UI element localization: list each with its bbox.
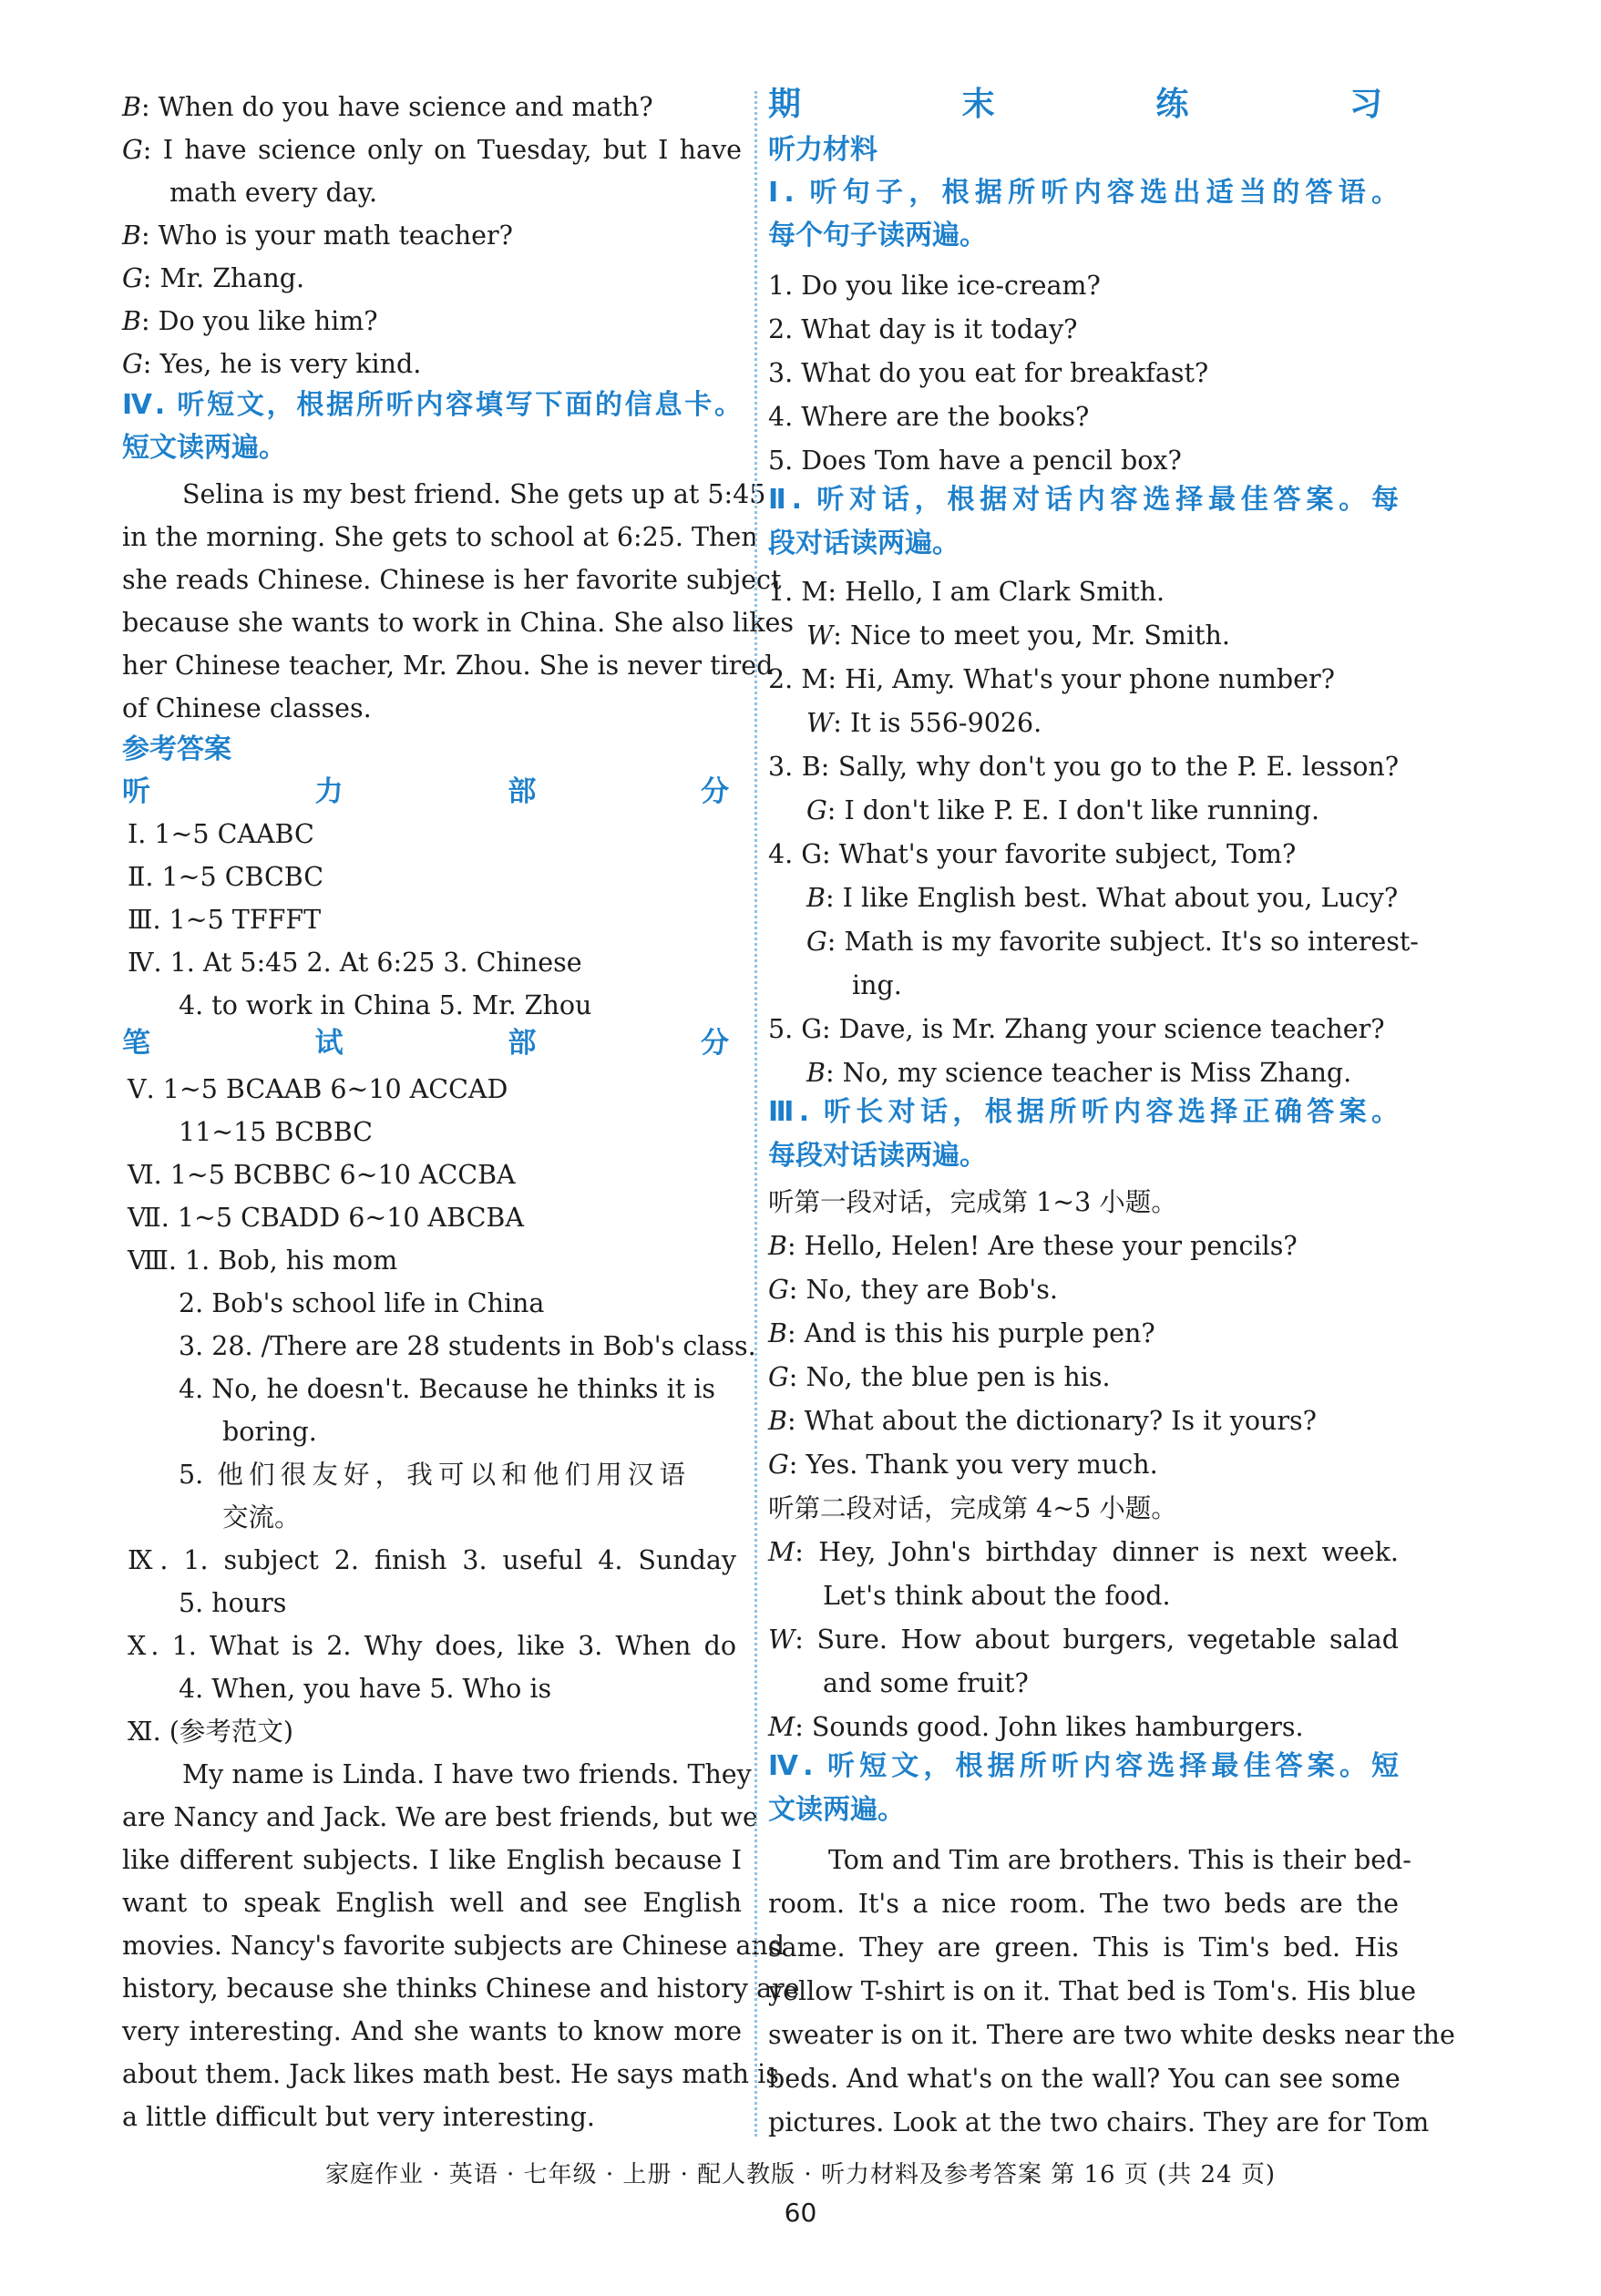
right-line [768,1140,987,1172]
line-text: Ⅴ. 1~5 BCAAB 6~10 ACCAD [128,1074,508,1104]
line-text: Sounds good. John likes hamburgers. [811,1712,1304,1742]
line-text: Selina is my best friend. She gets up at 5:45 [182,479,766,509]
line-text: 段对话读两遍。 [768,528,960,559]
speaker-label: B [122,220,141,251]
left-line [122,1973,800,2004]
left-line [122,1027,742,1060]
line-text: 3. What do you eat for breakfast? [768,358,1209,388]
left-line [128,1074,508,1104]
speaker-label: G [768,1362,789,1392]
left-line [179,1331,756,1361]
left-line [128,1160,516,1190]
right-line [768,134,877,166]
line-text: 11~15 BCBBC [179,1117,373,1147]
line-text: 听力部分 [122,775,742,808]
right-line: B: And is this his purple pen? [768,1318,1155,1348]
speaker-label: B [122,306,141,336]
left-line [122,608,794,638]
line-text: 每个句子读两遍。 [768,220,987,251]
line-text: 短文读两遍。 [122,432,286,464]
line-text: 3. 28. /There are 28 students in Bob's class. [179,1331,756,1361]
right-line [768,179,1399,207]
right-line [768,358,1209,388]
right-line: G: No, the blue pen is his. [768,1362,1111,1392]
left-line: G: Yes, he is very kind. [122,349,422,379]
right-line [768,448,1182,475]
right-line [768,88,1399,121]
line-text: 参考答案 [122,733,231,765]
right-line [768,1493,1177,1523]
left-line [122,1931,785,1961]
line-text: 2. What day is it today? [768,314,1078,344]
right-line [768,1187,1177,1217]
line-text: because she wants to work in China. She also likes [122,608,794,638]
line-text: room. It's a nice room. The two beds are the [768,1889,1399,1919]
line-text: Ⅲ. 1~5 TFFFT [128,905,322,935]
page-number: 60 [784,2198,817,2228]
left-line [179,1588,287,1618]
line-text: No, the blue pen is his. [806,1362,1111,1392]
right-line: M: Hey, John's birthday dinner is next week. [768,1537,1399,1567]
line-text: 每段对话读两遍。 [768,1140,987,1172]
right-line [768,839,1297,869]
left-line [122,522,758,552]
line-text: 4. When, you have 5. Who is [179,1674,552,1704]
line-text: 文读两遍。 [768,1794,905,1826]
left-line [128,1719,293,1746]
right-line [852,970,902,1000]
right-line: W: Nice to meet you, Mr. Smith. [806,620,1230,651]
speaker-label: B [768,1406,787,1436]
line-text: No, they are Bob's. [806,1275,1058,1305]
left-line [179,1117,373,1147]
line-text: 笔试部分 [122,1027,742,1060]
right-line [823,1668,1029,1698]
line-text: 交流。 [222,1502,301,1532]
line-text: Do you like him? [158,306,378,336]
speaker-label: B [806,883,826,913]
line-text: yellow T-shirt is on it. That bed is Tom's. His blue [768,1976,1416,2006]
line-text: history, because she thinks Chinese and history are [122,1973,800,2004]
left-line [122,775,742,808]
right-line [768,2066,1399,2093]
line-text: Hello, Helen! Are these your pencils? [804,1231,1298,1261]
line-text: Who is your math teacher? [158,220,513,251]
right-line: G: Yes. Thank you very much. [768,1450,1158,1480]
line-text: beds. And what's on the wall? You can see some [768,2064,1401,2094]
line-text: math every day. [169,178,378,208]
right-line: B: What about the dictionary? Is it yours? [768,1406,1317,1436]
left-line [122,693,372,723]
line-text: Ⅷ. 1. Bob, his mom [128,1245,398,1276]
line-text: Hey, John's birthday dinner is next week. [818,1537,1399,1567]
right-line [768,2107,1430,2137]
speaker-label: G [806,795,827,825]
left-line [179,1676,551,1703]
line-text: I like English best. What about you, Lucy? [842,883,1399,913]
line-text: Ⅳ. 听短文，根据所听内容填写下面的信息卡。 [122,389,742,421]
line-text: Let's think about the food. [823,1581,1171,1611]
left-line: G: I have science only on Tuesday, but I have [122,135,742,165]
left-line [179,1288,545,1318]
right-line [768,484,1399,516]
line-text: Ⅵ. 1~5 BCBBC 6~10 ACCBA [128,1160,516,1190]
line-text: Ⅳ. 听短文，根据所听内容选择最佳答案。短 [768,1750,1399,1782]
speaker-label: G [122,263,143,293]
right-line [768,1891,1399,1918]
line-text: 听第一段对话，完成第 1~3 小题。 [768,1187,1177,1217]
right-line [823,1581,1171,1611]
left-line [122,1845,742,1875]
left-line [122,733,231,765]
line-text: are Nancy and Jack. We are best friends, but we [122,1802,758,1832]
left-line [122,432,286,464]
line-text: 听力材料 [768,134,877,166]
speaker-label: B [806,1058,826,1088]
line-text: 4. Where are the books? [768,402,1090,432]
right-line: M: Sounds good. John likes hamburgers. [768,1712,1304,1742]
left-line [128,819,314,849]
left-line: B: Do you like him? [122,306,378,336]
speaker-label: G [768,1450,789,1480]
left-line [128,862,324,892]
right-line: G: I don't like P. E. I don't like running. [806,795,1320,825]
speaker-label: G [768,1275,789,1305]
right-line [768,314,1078,344]
line-text: Ⅲ. 听长对话，根据所听内容选择正确答案。 [768,1096,1399,1128]
line-text: 2. Bob's school life in China [179,1288,545,1318]
left-line [122,389,742,421]
line-text: What about the dictionary? Is it yours? [804,1406,1317,1436]
line-text: Ⅱ. 听对话，根据对话内容选择最佳答案。每 [768,484,1399,516]
right-line: B: No, my science teacher is Miss Zhang. [806,1058,1352,1088]
line-text: like different subjects. I like English because I [122,1845,742,1875]
right-line: B: I like English best. What about you, Lucy? [806,883,1399,913]
right-line: B: Hello, Helen! Are these your pencils? [768,1231,1298,1261]
line-text: 2. M: Hi, Amy. What's your phone number? [768,664,1335,694]
left-line: G: Mr. Zhang. [122,263,305,293]
page-footer: 家庭作业 · 英语 · 七年级 · 上册 · 配人教版 · 听力材料及参考答案 第 16 页 (共 24 页) [324,2161,1276,2188]
left-line [128,1545,736,1575]
line-text: her Chinese teacher, Mr. Zhou. She is never tired [122,651,774,681]
line-text: 5. hours [179,1588,287,1618]
line-text: boring. [222,1417,317,1447]
left-line [122,1888,742,1918]
column-divider [754,91,757,2137]
line-text: sweater is on it. There are two white desks near the [768,2020,1455,2050]
left-line [128,950,582,977]
line-text: a little difficult but very interesting. [122,2102,595,2132]
speaker-label: G [122,349,143,379]
line-text: and some fruit? [823,1668,1029,1698]
left-line [122,1802,758,1832]
right-line [768,1976,1416,2006]
line-text: very interesting. And she wants to know more [122,2016,742,2046]
right-line: G: Math is my favorite subject. It's so interest- [806,927,1419,957]
speaker-label: M [768,1537,795,1567]
speaker-label: W [806,620,834,651]
right-line [768,1932,1399,1963]
speaker-label: M [768,1712,795,1742]
line-text: 5. Does Tom have a pencil box? [768,446,1182,476]
left-line [122,565,782,595]
line-text: I have science only on Tuesday, but I have [162,135,742,165]
right-line [768,1750,1399,1782]
right-line [768,530,960,558]
line-text: Nice to meet you, Mr. Smith. [849,620,1230,651]
left-line [128,907,321,934]
left-line [182,1759,752,1789]
line-text: 听第二段对话，完成第 4~5 小题。 [768,1493,1177,1523]
line-text: Yes. Thank you very much. [806,1450,1158,1480]
right-line [768,1096,1399,1128]
line-text: Yes, he is very kind. [159,349,422,379]
line-text: Ⅹ. 1. What is 2. Why does, like 3. When do [128,1631,736,1661]
speaker-label: W [768,1625,795,1655]
left-line [179,1374,715,1404]
right-line: W: Sure. How about burgers, vegetable salad [768,1625,1399,1655]
left-line: B: Who is your math teacher? [122,220,513,251]
speaker-label: G [806,927,827,957]
line-text: Ⅳ. 1. At 5:45 2. At 6:25 3. Chinese [128,948,582,978]
right-line [768,222,987,250]
speaker-label: B [768,1231,787,1261]
line-text: ing. [852,970,902,1000]
left-line [128,1205,524,1232]
line-text: 3. B: Sally, why don't you go to the P. E. lesson? [768,752,1399,782]
line-text: of Chinese classes. [122,693,372,723]
left-line [128,1631,736,1661]
right-line [768,1794,905,1826]
line-text: in the morning. She gets to school at 6:25. Then [122,522,758,552]
speaker-label: B [768,1318,787,1348]
right-line [768,754,1399,781]
right-line [768,1014,1385,1044]
left-line [169,180,377,207]
line-text: same. They are green. This is Tim's bed. His [768,1932,1399,1963]
line-text: 5. 他们很友好，我可以和他们用汉语 [179,1460,685,1490]
line-text: 4. G: What's your favorite subject, Tom? [768,839,1297,869]
line-text: No, my science teacher is Miss Zhang. [842,1058,1352,1088]
line-text: It is 556-9026. [849,708,1042,738]
speaker-label: G [122,135,143,165]
speaker-label: B [122,92,141,122]
line-text: Ⅰ. 听句子，根据所听内容选出适当的答语。 [768,177,1399,209]
right-line [768,402,1090,432]
left-line [122,2059,779,2089]
right-line: G: No, they are Bob's. [768,1275,1058,1305]
left-line [222,1417,317,1447]
line-text: 期末练习 [768,86,1399,123]
line-text: Ⅱ. 1~5 CBCBC [128,862,324,892]
line-text: Ⅸ. 1. subject 2. finish 3. useful 4. Sunday [128,1545,736,1575]
line-text: Sure. How about burgers, vegetable salad [816,1625,1399,1655]
left-line: B: When do you have science and math? [122,92,653,122]
line-text: My name is Linda. I have two friends. They [182,1759,752,1789]
line-text: Math is my favorite subject. It's so interest- [844,927,1419,957]
left-line [128,1245,398,1276]
line-text: Ⅶ. 1~5 CBADD 6~10 ABCBA [128,1203,524,1233]
line-text: Mr. Zhang. [159,263,305,293]
line-text: I don't like P. E. I don't like running. [844,795,1320,825]
line-text: about them. Jack likes math best. He says math is [122,2059,779,2089]
line-text: 1. M: Hello, I am Clark Smith. [768,577,1165,607]
line-text: When do you have science and math? [158,92,653,122]
line-text: Tom and Tim are brothers. This is their bed- [828,1845,1411,1875]
line-text: And is this his purple pen? [804,1318,1155,1348]
line-text: 1. Do you like ice-cream? [768,271,1101,301]
right-line [768,273,1101,300]
right-line [768,2020,1455,2050]
right-line [828,1845,1411,1875]
right-line [768,664,1335,694]
left-line [182,479,766,509]
right-line: W: It is 556-9026. [806,708,1042,738]
left-line [222,1502,301,1532]
line-text: movies. Nancy's favorite subjects are Chinese and [122,1931,785,1961]
line-text: Ⅺ. (参考范文) [128,1717,293,1747]
left-line [122,651,774,681]
left-line [179,1462,685,1489]
right-line [768,579,1165,606]
line-text: 4. No, he doesn't. Because he thinks it is [179,1374,715,1404]
left-line [122,2016,742,2046]
line-text: she reads Chinese. Chinese is her favorite subject [122,565,782,595]
line-text: 5. G: Dave, is Mr. Zhang your science teacher? [768,1014,1385,1044]
left-line [122,2102,595,2132]
left-line [179,990,592,1020]
line-text: pictures. Look at the two chairs. They are for Tom [768,2107,1430,2137]
speaker-label: W [806,708,834,738]
line-text: Ⅰ. 1~5 CAABC [128,819,314,849]
line-text: want to speak English well and see English [122,1888,742,1918]
line-text: 4. to work in China 5. Mr. Zhou [179,990,592,1020]
